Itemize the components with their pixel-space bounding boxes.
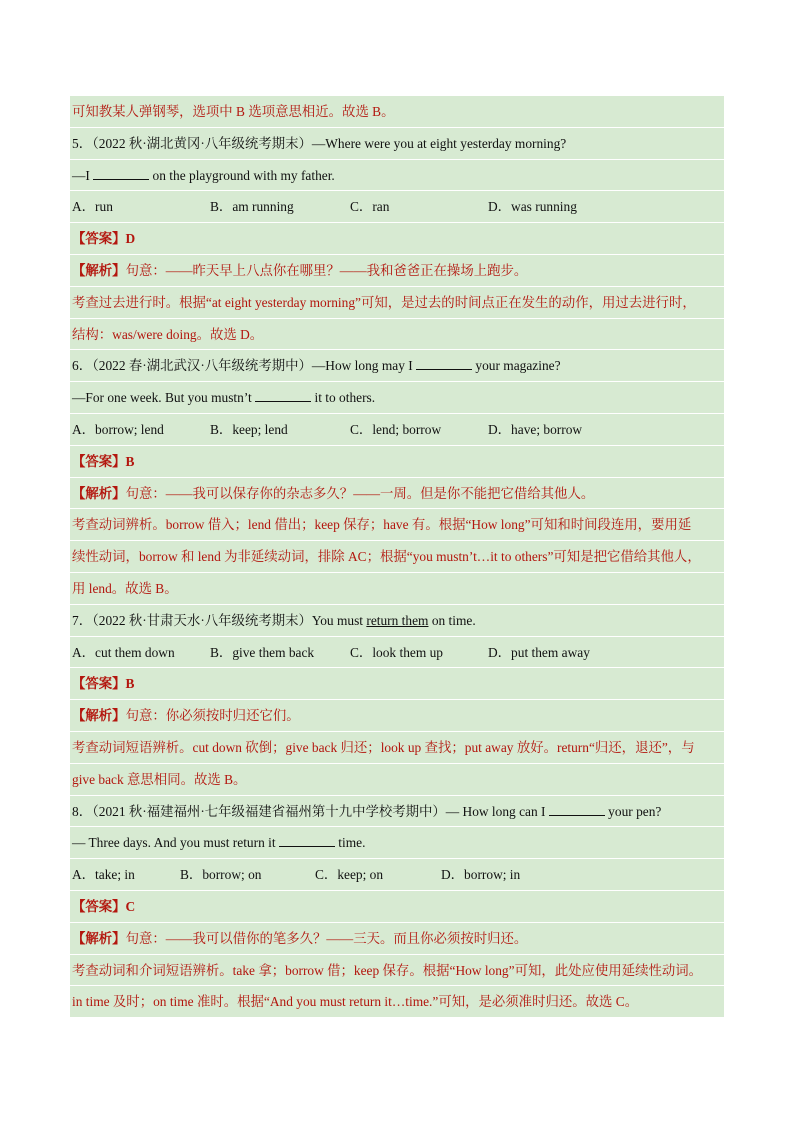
- explanation-line: 可知教某人弹钢琴，选项中 B 选项意思相近。故选 B。: [70, 96, 724, 128]
- analysis-8: 【解析】句意：——我可以借你的笔多久？——三天。而且你必须按时归还。: [70, 923, 724, 955]
- question-8-options: [70, 859, 724, 891]
- answer-5: 【答案】D: [70, 223, 724, 255]
- option-b: B．am running: [210, 199, 294, 215]
- option-a: A．take; in: [72, 867, 135, 883]
- answer-6: 【答案】B: [70, 446, 724, 478]
- question-6: 6．（2022 春·湖北武汉·八年级统考期中）—How long may I your magazine?: [70, 350, 724, 382]
- option-b: B．borrow; on: [180, 867, 262, 883]
- analysis-7-detail: give back 意思相同。故选 B。: [70, 764, 724, 796]
- option-d: D．put them away: [488, 644, 590, 660]
- analysis-5-detail: 考查过去进行时。根据“at eight yesterday morning”可知，是过去的时间点正在发生的动作，用过去进行时，: [70, 287, 724, 319]
- question-6-options: [70, 414, 724, 446]
- analysis-5-detail: 结构：was/were doing。故选 D。: [70, 319, 724, 351]
- analysis-7: 【解析】句意：你必须按时归还它们。: [70, 700, 724, 732]
- blank: [255, 388, 311, 402]
- analysis-6: 【解析】句意：——我可以保存你的杂志多久？——一周。但是你不能把它借给其他人。: [70, 478, 724, 510]
- option-c: C．keep; on: [315, 867, 384, 883]
- blank: [549, 802, 605, 816]
- option-a: A．run: [72, 199, 113, 215]
- analysis-6-detail: 续性动词，borrow 和 lend 为非延续动词，排除 AC；根据“you mustn’t…it to others”可知是把它借给其他人，: [70, 541, 724, 573]
- question-8: 8．（2021 秋·福建福州·七年级福建省福州第十九中学校考期中）— How long can I your pen?: [70, 796, 724, 828]
- answer-7: 【答案】B: [70, 668, 724, 700]
- question-7: 7．（2022 秋·甘肃天水·八年级统考期末）You must return them on time.: [70, 605, 724, 637]
- option-c: C．ran: [350, 199, 390, 215]
- question-5-sentence: —I on the playground with my father.: [70, 160, 724, 192]
- analysis-6-detail: 考查动词辨析。borrow 借入；lend 借出；keep 保存；have 有。根据“How long”可知和时间段连用，要用延: [70, 509, 724, 541]
- question-7-options: [70, 637, 724, 669]
- blank: [416, 356, 472, 370]
- question-5: 5．（2022 秋·湖北黄冈·八年级统考期末）—Where were you at eight yesterday morning?: [70, 128, 724, 160]
- answer-8: 【答案】C: [70, 891, 724, 923]
- question-8-sentence: — Three days. And you must return it time.: [70, 827, 724, 859]
- analysis-6-detail: 用 lend。故选 B。: [70, 573, 724, 605]
- option-d: D．was running: [488, 199, 577, 215]
- question-5-options: [70, 191, 724, 223]
- option-b: B．keep; lend: [210, 421, 288, 437]
- option-d: D．borrow; in: [441, 867, 521, 883]
- option-d: D．have; borrow: [488, 421, 583, 437]
- analysis-8-detail: in time 及时；on time 准时。根据“And you must return it…time.”可知，是必须准时归还。故选 C。: [70, 986, 724, 1018]
- option-b: B．give them back: [210, 644, 315, 660]
- question-6-sentence: —For one week. But you mustn’t it to others.: [70, 382, 724, 414]
- blank: [93, 166, 149, 180]
- option-a: A．borrow; lend: [72, 421, 164, 437]
- blank: [279, 833, 335, 847]
- option-c: C．look them up: [350, 644, 443, 660]
- option-a: A．cut them down: [72, 644, 175, 660]
- analysis-8-detail: 考查动词和介词短语辨析。take 拿；borrow 借；keep 保存。根据“How long”可知，此处应使用延续性动词。: [70, 955, 724, 987]
- analysis-7-detail: 考查动词短语辨析。cut down 砍倒；give back 归还；look up 查找；put away 放好。return“归还，退还”，与: [70, 732, 724, 764]
- option-c: C．lend; borrow: [350, 421, 442, 437]
- document-body: [70, 96, 724, 1018]
- analysis-5: 【解析】句意：——昨天早上八点你在哪里？——我和爸爸正在操场上跑步。: [70, 255, 724, 287]
